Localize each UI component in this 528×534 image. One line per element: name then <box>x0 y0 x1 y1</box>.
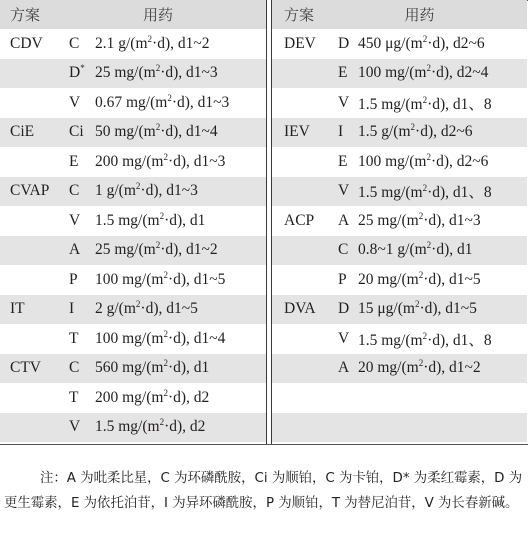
dosage-exponent: 2 <box>422 33 428 44</box>
regimen-name: DEV <box>284 34 316 52</box>
dosage-exponent: 2 <box>155 122 161 133</box>
drug-abbreviation <box>69 241 80 259</box>
table-row <box>0 147 266 177</box>
dosage-schedule: ·d), d2~6 <box>427 34 485 52</box>
dosage <box>358 153 488 171</box>
dosage-schedule: ·d), d1~4 <box>160 123 218 141</box>
dosage-schedule: ·d), d2~6 <box>415 123 473 141</box>
table-header-left <box>0 0 266 29</box>
dosage-amount: 1.5 mg/(m <box>358 184 423 202</box>
table-row <box>0 177 266 207</box>
drug-abbreviation <box>338 35 349 53</box>
dosage-amount: 450 μg/(m <box>358 34 423 52</box>
dosage-exponent: 2 <box>422 94 428 105</box>
column-header-drug: 用药 <box>142 6 173 24</box>
drug-abbreviation-text: T <box>69 388 79 406</box>
table-row <box>0 206 266 236</box>
dosage <box>358 271 481 289</box>
table-row <box>272 206 527 236</box>
drug-abbreviation <box>69 389 78 407</box>
dosage-exponent: 2 <box>410 122 416 133</box>
dosage <box>95 300 198 318</box>
dosage-amount: 25 mg/(m <box>95 241 156 259</box>
dosage-amount: 100 mg/(m <box>358 152 427 170</box>
dosage-amount: 1 g/(m <box>95 182 136 200</box>
dosage-exponent: 2 <box>147 33 153 44</box>
dosage-amount: 560 mg/(m <box>95 359 164 377</box>
table-row <box>272 265 527 295</box>
table-row <box>0 383 266 413</box>
dosage-schedule: ·d), d1~2 <box>423 359 481 377</box>
dosage-exponent: 2 <box>163 151 168 162</box>
dosage <box>95 94 229 112</box>
drug-abbreviation-text: D <box>338 300 350 318</box>
dosage-schedule: ·d), d1~5 <box>423 270 481 288</box>
table-bottom-rule <box>0 444 528 445</box>
dosage <box>358 328 492 350</box>
dosage <box>95 182 198 200</box>
drug-abbreviation-text: V <box>69 211 81 229</box>
drug-abbreviation-text: I <box>338 123 344 141</box>
dosage-amount: 50 mg/(m <box>95 123 156 141</box>
dosage-schedule: ·d), d2 <box>167 388 210 406</box>
drug-abbreviation-text: C <box>69 34 80 52</box>
regimen-name: ACP <box>284 211 315 229</box>
dosage-amount: 100 mg/(m <box>95 270 164 288</box>
dosage <box>358 35 485 53</box>
table-row <box>272 147 527 177</box>
dosage-schedule: ·d), d1~3 <box>171 93 230 111</box>
drug-abbreviation <box>69 64 85 82</box>
dosage-exponent: 2 <box>135 181 141 192</box>
dosage <box>358 123 473 141</box>
table-row <box>272 29 527 59</box>
dosage-exponent: 2 <box>163 269 168 280</box>
dosage-amount: 20 mg/(m <box>358 359 419 377</box>
drug-abbreviation <box>338 153 347 171</box>
dosage-exponent: 2 <box>426 63 431 74</box>
drug-abbreviation <box>338 271 347 289</box>
dosage <box>95 241 218 259</box>
dosage-exponent: 2 <box>135 299 141 310</box>
dosage-amount: 1.5 mg/(m <box>358 95 423 113</box>
dosage <box>358 180 492 202</box>
drug-abbreviation-text: D <box>69 64 81 82</box>
dosage-amount: 25 mg/(m <box>358 211 419 229</box>
dosage-schedule: ·d), d1~3 <box>167 152 226 170</box>
table-row <box>0 354 266 384</box>
dosage <box>358 359 481 377</box>
drug-abbreviation <box>69 123 84 141</box>
dosage-schedule: ·d), d1~3 <box>423 211 481 229</box>
dosage-exponent: 2 <box>418 269 424 280</box>
drug-abbreviation-text: T <box>69 329 79 347</box>
drug-abbreviation <box>69 418 80 436</box>
drug-abbreviation <box>69 271 78 289</box>
table-row <box>272 59 527 89</box>
regimen-name: CVAP <box>10 182 50 200</box>
dosage-schedule: ·d), d1~4 <box>167 329 226 347</box>
drug-abbreviation <box>69 359 79 377</box>
dosage-amount: 2.1 g/(m <box>95 34 148 52</box>
dosage <box>95 330 225 348</box>
dosage <box>95 271 225 289</box>
drug-abbreviation <box>338 359 349 377</box>
dosage-amount: 25 mg/(m <box>95 64 156 82</box>
drug-abbreviation-text: P <box>69 270 78 288</box>
drug-abbreviation-text: A <box>69 241 81 259</box>
dosage <box>358 241 473 259</box>
table-row <box>272 413 527 443</box>
drug-abbreviation <box>338 123 343 141</box>
dosage <box>95 212 205 230</box>
dosage-schedule: ·d), d1、8 <box>427 184 492 202</box>
table-header-right <box>272 0 527 29</box>
dosage-amount: 1.5 mg/(m <box>358 331 423 349</box>
drug-abbreviation-text: C <box>69 182 80 200</box>
drug-abbreviation <box>338 94 349 112</box>
dosage-schedule: ·d), d2~6 <box>430 152 489 170</box>
table-row <box>0 88 266 118</box>
dosage-exponent: 2 <box>159 210 165 221</box>
drug-abbreviation-text: A <box>338 211 350 229</box>
dosage <box>358 300 477 318</box>
regimen-name: DVA <box>284 300 316 318</box>
dosage-exponent: 2 <box>155 63 161 74</box>
drug-abbreviation-text: V <box>338 93 350 111</box>
dosage-amount: 0.67 mg/(m <box>95 93 168 111</box>
dosage <box>358 92 492 114</box>
drug-abbreviation <box>69 94 80 112</box>
drug-abbreviation-text: C <box>338 241 349 259</box>
dosage <box>95 35 210 53</box>
table-row <box>272 236 527 266</box>
dosage-exponent: 2 <box>422 330 428 341</box>
dosage-amount: 0.8~1 g/(m <box>358 241 427 259</box>
regimen-name: CTV <box>10 359 41 377</box>
dosage-amount: 100 mg/(m <box>358 64 427 82</box>
dosage-schedule: ·d), d1~5 <box>419 300 477 318</box>
table-row <box>272 177 527 207</box>
drug-abbreviation <box>69 300 74 318</box>
drug-abbreviation-text: V <box>69 93 81 111</box>
drug-abbreviation-text: C <box>69 359 80 377</box>
drug-abbreviation <box>338 64 347 82</box>
dosage-schedule: ·d), d1~3 <box>160 64 218 82</box>
table-row <box>0 236 266 266</box>
table-row <box>0 295 266 325</box>
drug-abbreviation <box>338 330 349 348</box>
dosage <box>95 418 205 436</box>
dosage-schedule: ·d), d1~3 <box>140 182 198 200</box>
dosage-exponent: 2 <box>163 358 168 369</box>
dosage-exponent: 2 <box>426 240 432 251</box>
column-header-plan: 方案 <box>10 6 41 24</box>
table-row <box>0 413 266 443</box>
table-row <box>0 59 266 89</box>
dosage-exponent: 2 <box>426 151 431 162</box>
drug-abbreviation <box>338 300 349 318</box>
dosage-schedule: ·d), d1 <box>164 211 206 229</box>
drug-abbreviation-text: V <box>338 182 350 200</box>
dosage-schedule: ·d), d1~2 <box>160 241 218 259</box>
dosage <box>95 123 218 141</box>
table-row <box>272 324 527 354</box>
dosage-amount: 1.5 mg/(m <box>95 418 160 436</box>
drug-abbreviation <box>69 212 80 230</box>
table-row <box>0 324 266 354</box>
drug-abbreviation-text: V <box>69 418 81 436</box>
dosage-amount: 2 g/(m <box>95 300 136 318</box>
table-row <box>272 354 527 384</box>
dosage-exponent: 2 <box>418 358 424 369</box>
drug-abbreviation <box>338 241 348 259</box>
dosage-exponent: 2 <box>155 240 161 251</box>
dosage <box>95 64 218 82</box>
drug-abbreviation-mark: * <box>80 63 85 74</box>
drug-abbreviation <box>338 182 349 200</box>
table-left-half <box>0 0 267 444</box>
table-row <box>272 88 527 118</box>
drug-abbreviation-text: P <box>338 270 347 288</box>
regimen-name: CiE <box>10 123 35 141</box>
drug-abbreviation <box>69 330 78 348</box>
drug-abbreviation <box>338 212 349 230</box>
dosage-exponent: 2 <box>163 328 168 339</box>
drug-abbreviation <box>69 153 78 171</box>
dosage <box>358 212 481 230</box>
dosage-exponent: 2 <box>422 183 428 194</box>
table-row <box>0 29 266 59</box>
dosage <box>358 64 488 82</box>
dosage-exponent: 2 <box>163 387 168 398</box>
drug-abbreviation <box>69 35 79 53</box>
drug-abbreviation-text: A <box>338 359 350 377</box>
column-header-drug: 用药 <box>404 6 435 24</box>
table-row <box>272 118 527 148</box>
column-header-plan: 方案 <box>284 6 315 24</box>
drug-abbreviation-text: D <box>338 34 350 52</box>
dosage-schedule: ·d), d1 <box>167 359 210 377</box>
drug-abbreviation-text: E <box>338 152 348 170</box>
dosage <box>95 389 209 407</box>
dosage-amount: 20 mg/(m <box>358 270 419 288</box>
dosage-schedule: ·d), d2~4 <box>430 64 489 82</box>
table-row <box>0 265 266 295</box>
dosage-exponent: 2 <box>418 210 424 221</box>
dosage <box>95 153 225 171</box>
dosage-amount: 1.5 g/(m <box>358 123 411 141</box>
dosage-schedule: ·d), d1~5 <box>140 300 198 318</box>
dosage <box>95 359 209 377</box>
table-row <box>0 118 266 148</box>
dosage-amount: 15 μg/(m <box>358 300 415 318</box>
regimen-name: IEV <box>284 123 310 141</box>
drug-abbreviation-text: I <box>69 300 75 318</box>
dosage-amount: 200 mg/(m <box>95 388 164 406</box>
table-row <box>272 295 527 325</box>
dosage-schedule: ·d), d2 <box>164 418 206 436</box>
regimen-name: CDV <box>10 34 43 52</box>
dosage-amount: 200 mg/(m <box>95 152 164 170</box>
dosage-amount: 100 mg/(m <box>95 329 164 347</box>
drug-abbreviation-text: E <box>69 152 79 170</box>
regimen-name: IT <box>10 300 25 318</box>
drug-abbreviation <box>69 182 79 200</box>
dosage-schedule: ·d), d1~2 <box>152 34 210 52</box>
dosage-schedule: ·d), d1、8 <box>427 331 492 349</box>
table-row <box>272 383 527 413</box>
dosage-exponent: 2 <box>167 92 172 103</box>
table-footnote: 注：A 为吡柔比星，C 为环磷酰胺，Ci 为顺铂，C 为卡铂，D* 为柔红霉素，D 为更生霉素，E 为依托泊苷，I 为异环磷酰胺，P 为顺铂，T 为替尼泊苷，V 为长春新碱。 <box>4 471 523 511</box>
drug-abbreviation-text: E <box>338 64 348 82</box>
dosage-schedule: ·d), d1、8 <box>427 95 492 113</box>
drug-abbreviation-text: V <box>338 329 350 347</box>
dosage-exponent: 2 <box>159 417 165 428</box>
dosage-exponent: 2 <box>414 299 420 310</box>
dosage-schedule: ·d), d1~5 <box>167 270 226 288</box>
table-right-half <box>271 0 527 444</box>
drug-abbreviation-text: Ci <box>69 123 84 141</box>
dosage-amount: 1.5 mg/(m <box>95 211 160 229</box>
dosage-schedule: ·d), d1 <box>431 241 473 259</box>
